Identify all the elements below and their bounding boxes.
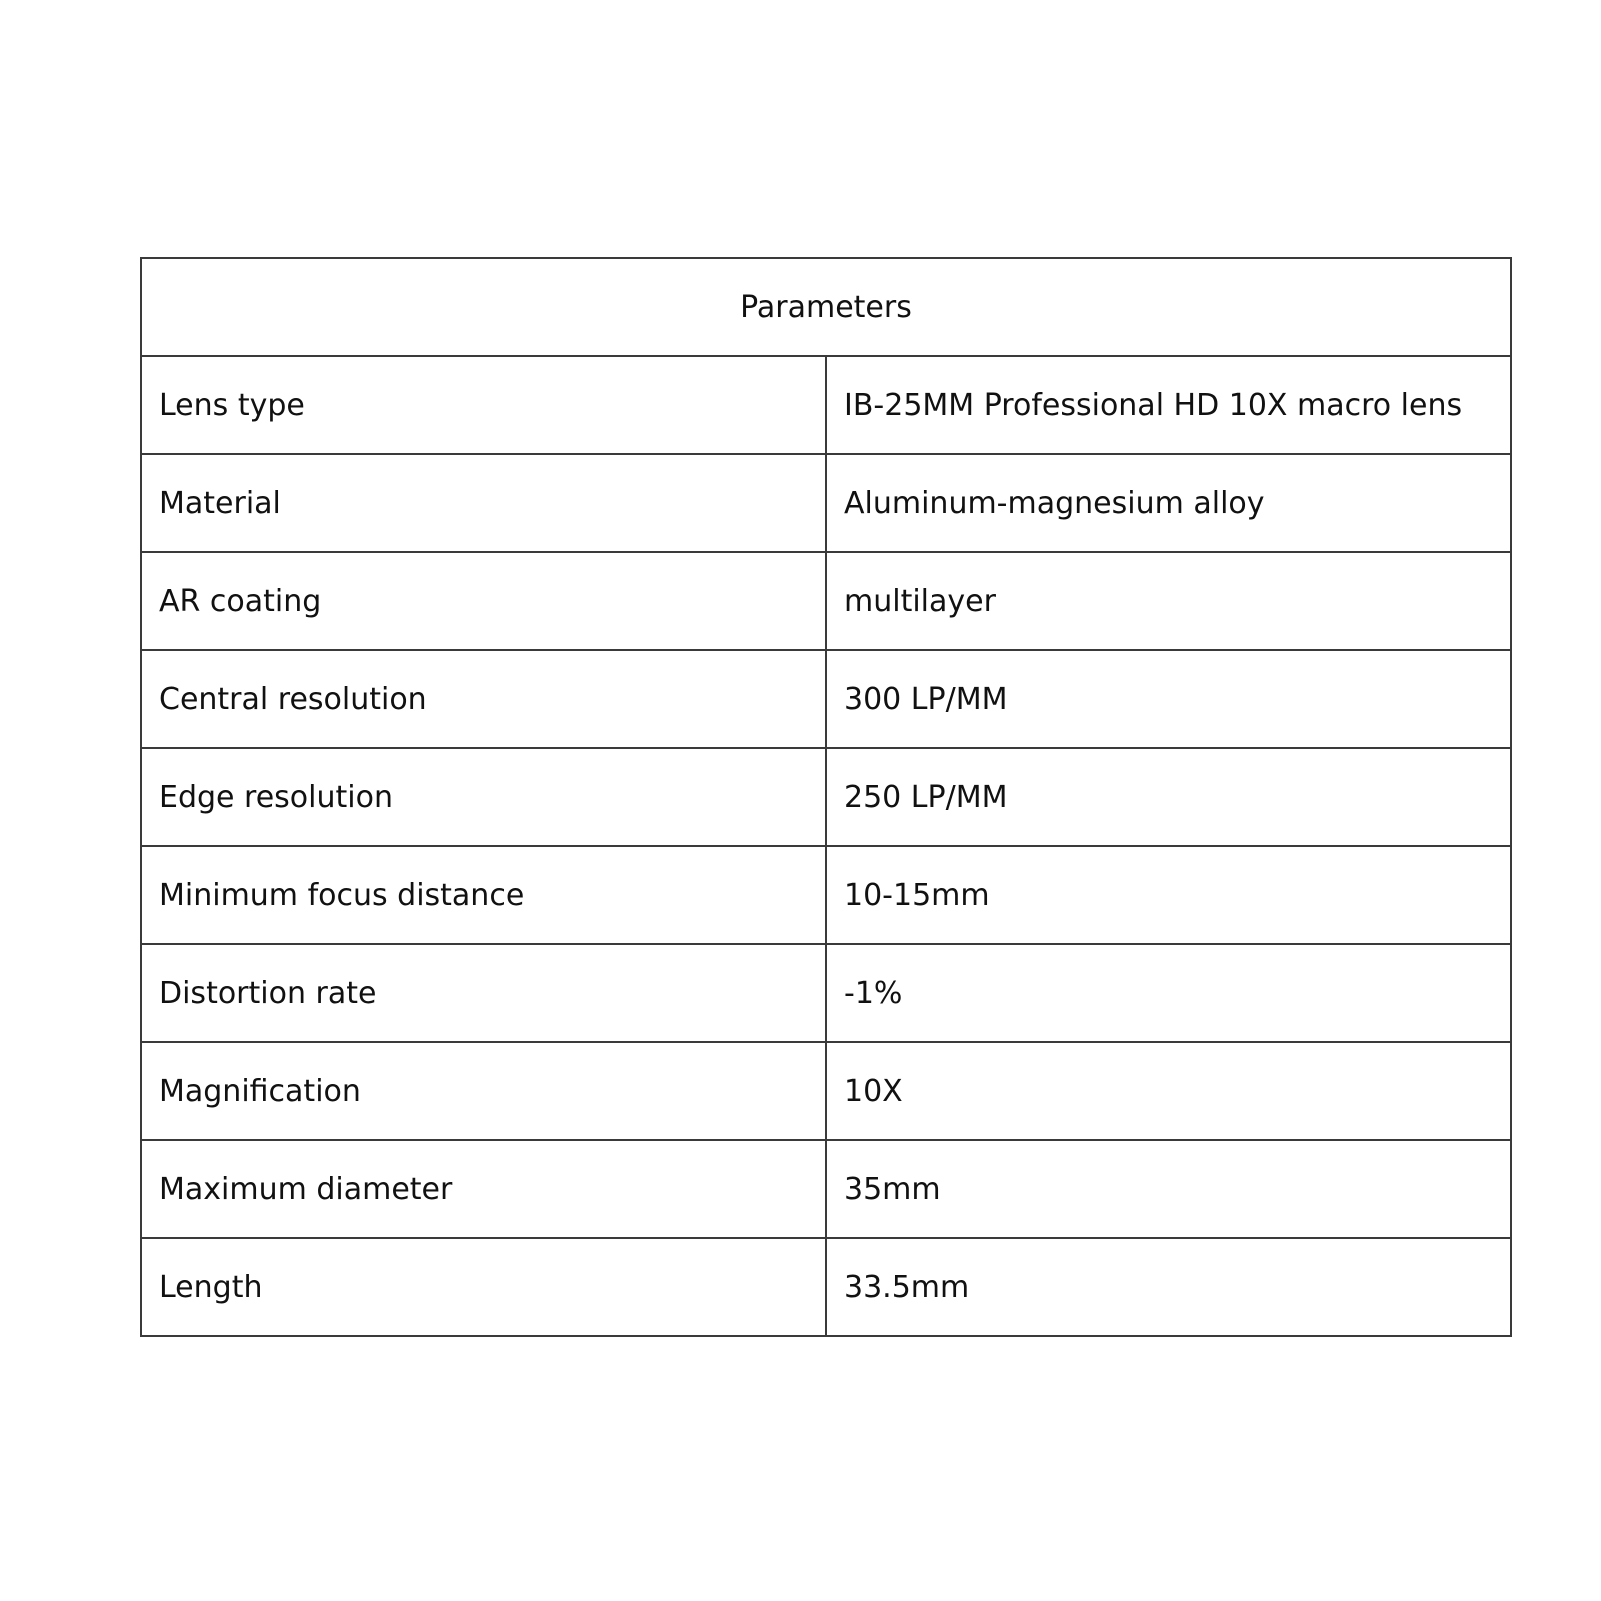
row-value: 250 LP/MM xyxy=(826,748,1511,846)
table-row xyxy=(141,650,1511,748)
row-label: Edge resolution xyxy=(141,748,826,846)
row-value: -1% xyxy=(826,944,1511,1042)
row-label: Minimum focus distance xyxy=(141,846,826,944)
row-label: Magnification xyxy=(141,1042,826,1140)
parameters-table xyxy=(140,257,1512,1337)
table-header-row xyxy=(141,258,1511,356)
row-value: 33.5mm xyxy=(826,1238,1511,1336)
row-label: Lens type xyxy=(141,356,826,454)
table-row xyxy=(141,944,1511,1042)
row-value: 10-15mm xyxy=(826,846,1511,944)
table-title: Parameters xyxy=(141,258,1511,356)
row-value: IB-25MM Professional HD 10X macro lens xyxy=(826,356,1511,454)
row-label: AR coating xyxy=(141,552,826,650)
row-label: Central resolution xyxy=(141,650,826,748)
row-label: Length xyxy=(141,1238,826,1336)
table-row xyxy=(141,552,1511,650)
table-row xyxy=(141,454,1511,552)
row-label: Distortion rate xyxy=(141,944,826,1042)
table-row xyxy=(141,846,1511,944)
row-value: 35mm xyxy=(826,1140,1511,1238)
row-value: 300 LP/MM xyxy=(826,650,1511,748)
row-value: Aluminum-magnesium alloy xyxy=(826,454,1511,552)
row-value: 10X xyxy=(826,1042,1511,1140)
table-row xyxy=(141,356,1511,454)
table-row xyxy=(141,748,1511,846)
row-label: Maximum diameter xyxy=(141,1140,826,1238)
table-row xyxy=(141,1140,1511,1238)
row-value: multilayer xyxy=(826,552,1511,650)
table-row xyxy=(141,1042,1511,1140)
row-label: Material xyxy=(141,454,826,552)
table-row xyxy=(141,1238,1511,1336)
